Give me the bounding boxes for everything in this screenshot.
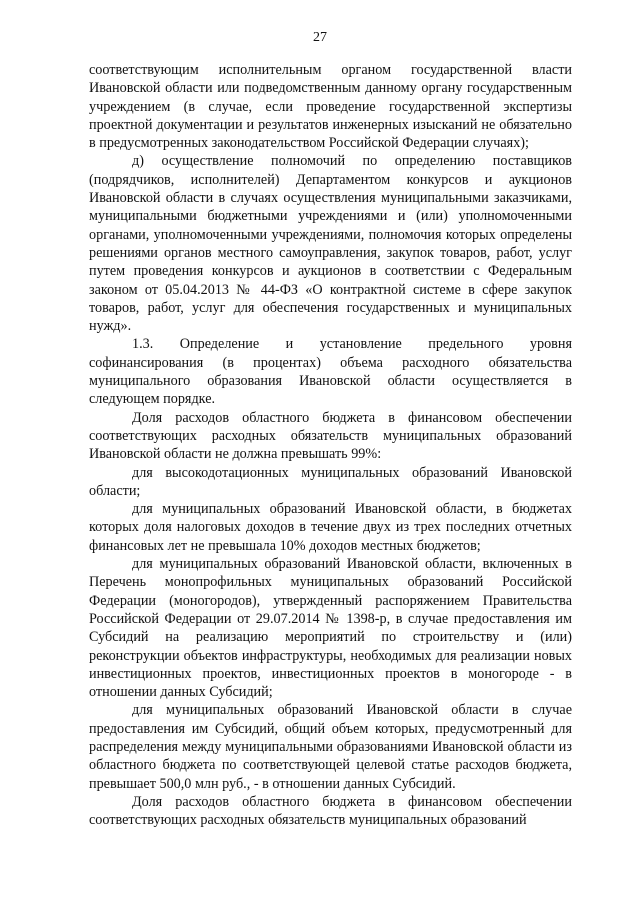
paragraph-tax-revenue: для муниципальных образований Ивановской области, в бюджетах которых доля налоговых доходов в течение двух из трех последних отчетных финансовых лет не превышала 10% доходов местных бюджетов; xyxy=(89,501,572,554)
paragraph-item-d: д) осуществление полномочий по определению поставщиков (подрядчиков, исполнителей) Департаментом конкурсов и аукционов Ивановской области в случаях осуществления муниципальными заказчиками, муниципальными бюджетными учреждениями и (или) уполномоченными органами, уполномоченными учреждениями, полномочия которых определены решениями органов местного самоуправления, закупок товаров, работ, услуг путем проведения конкурсов и аукционов в соответствии с Федеральным законом от 05.04.2013 № 44-ФЗ «О контрактной системе в сфере закупок товаров, работ, услуг для обеспечения государственных и муниципальных нужд». xyxy=(89,153,572,335)
paragraph-monotowns: для муниципальных образований Ивановской области, включенных в Перечень монопрофильных муниципальных образований Российской Федерации (моногородов), утвержденный распоряжением Правительства Российской Федерации от 29.07.2014 № 1398-р, в случае предоставления им Субсидий на реализацию мероприятий по строительству и (или) реконструкции объектов инфраструктуры, необходимых для реализации новых инвестиционных проектов, инвестиционных проектов в моногороде - в отношении данных Субсидий; xyxy=(89,556,572,701)
paragraph-high-subsidized: для высокодотационных муниципальных образований Ивановской области; xyxy=(89,464,572,499)
paragraph-section-1-3: 1.3. Определение и установление предельного уровня софинансирования (в процентах) объема расходного обязательства муниципального образования Ивановской области осуществляется в следующем порядке. xyxy=(89,336,572,408)
paragraph-subsidies-500m: для муниципальных образований Ивановской области в случае предоставления им Субсидий, общий объем которых, предусмотренный для распределения между муниципальными образованиями Ивановской области из областного бюджета по соответствующей целевой статье расходов бюджета, превышает 500,0 млн руб., - в отношении данных Субсидий. xyxy=(89,702,572,792)
page-number: 27 xyxy=(313,30,327,45)
paragraph-continuation: соответствующим исполнительным органом государственной власти Ивановской области или подведомственным данному органу государственным учреждением (в случае, если проведение государственной экспертизы проектной документации и результатов инженерных изысканий не обязательно в предусмотренных законодательством Российской Федерации случаях); xyxy=(89,62,572,152)
paragraph-share-99: Доля расходов областного бюджета в финансовом обеспечении соответствующих расходных обязательств муниципальных образований Ивановской области не должна превышать 99%: xyxy=(89,409,572,463)
paragraph-share-continued: Доля расходов областного бюджета в финансовом обеспечении соответствующих расходных обязательств муниципальных образований xyxy=(89,793,572,829)
document-body xyxy=(89,61,572,829)
